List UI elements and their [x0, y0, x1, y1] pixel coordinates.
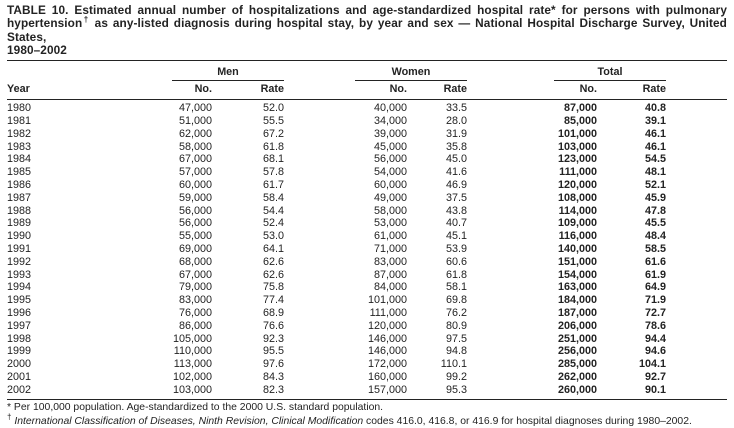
men-rate-cell: 92.3 [262, 332, 284, 345]
column-header-spacer [467, 81, 502, 99]
women-rate-cell: 41.6 [445, 166, 467, 179]
spacer-cell [666, 294, 727, 307]
spacer-cell [284, 345, 319, 358]
women-no-cell: 60,000 [373, 179, 407, 191]
total-rate-cell: 54.5 [644, 153, 666, 166]
total-no-cell: 101,000 [557, 127, 597, 140]
spacer-cell [284, 281, 319, 294]
women-rate-cell: 33.5 [445, 102, 467, 115]
men-no-cell: 58,000 [178, 140, 212, 153]
women-no-cell: 146,000 [367, 345, 407, 358]
dagger-superscript: † [82, 15, 90, 25]
total-no-cell: 187,000 [557, 306, 597, 319]
year-cell: 1987 [7, 191, 32, 204]
total-rate-cell: 104.1 [638, 358, 666, 371]
men-rate-cell: 62.6 [262, 255, 284, 268]
total-rate-cell: 39.1 [644, 115, 666, 128]
women-rate-cell: 94.8 [445, 345, 467, 358]
year-cell: 1988 [7, 204, 32, 217]
spacer-cell [666, 100, 727, 115]
spacer-cell [284, 294, 319, 307]
men-rate-cell: 64.1 [262, 242, 284, 255]
women-no-cell: 172,000 [367, 358, 407, 371]
table-row [7, 384, 727, 399]
year-cell: 1989 [7, 217, 32, 230]
group-header-row [7, 60, 727, 81]
women-no-cell: 54,000 [373, 166, 407, 179]
group-header-spacer [7, 60, 109, 81]
total-no-cell: 85,000 [563, 115, 597, 128]
men-no-cell: 56,000 [178, 204, 212, 217]
men-rate-cell: 97.6 [262, 358, 284, 371]
total-no-cell: 120,000 [557, 179, 597, 191]
women-no-cell: 111,000 [369, 306, 407, 319]
table-row [7, 166, 727, 179]
spacer-cell [467, 166, 502, 179]
total-rate-cell: 90.1 [597, 384, 666, 399]
table-row [7, 128, 727, 141]
total-rate-cell: 46.1 [644, 140, 666, 153]
total-rate-cell: 40.8 [644, 102, 666, 115]
women-no-cell: 160,000 [367, 370, 407, 383]
total-no-cell: 184,000 [557, 294, 597, 307]
men-rate-cell: 95.5 [262, 345, 284, 358]
year-cell: 1983 [7, 140, 32, 153]
table-row [7, 192, 727, 205]
women-no-cell: 120,000 [367, 319, 407, 332]
men-rate-cell: 61.8 [262, 140, 284, 153]
total-no-cell: 116,000 [558, 230, 597, 243]
women-rate-cell: 97.5 [445, 332, 467, 345]
spacer-cell [284, 100, 319, 115]
spacer-cell [467, 115, 502, 128]
spacer-cell [666, 345, 727, 358]
women-rate-cell: 69.8 [445, 294, 467, 307]
total-no-cell: 103,000 [557, 140, 597, 153]
men-no-cell: 113,000 [173, 358, 212, 371]
table-row [7, 294, 727, 307]
men-no-cell: 68,000 [178, 255, 212, 268]
spacer-cell [467, 358, 502, 371]
total-rate-cell: 64.9 [644, 281, 666, 294]
table-row [7, 358, 727, 371]
spacer-cell [467, 294, 502, 307]
men-rate-cell: 68.9 [262, 306, 284, 319]
column-header-men-rate: Rate [212, 81, 284, 99]
year-cell: 1994 [7, 281, 32, 294]
spacer-cell [284, 307, 319, 320]
spacer-cell [284, 320, 319, 333]
year-cell: 1990 [7, 230, 32, 243]
women-no-cell: 40,000 [373, 102, 407, 115]
column-header-spacer [284, 81, 319, 99]
women-rate-cell: 45.1 [445, 230, 467, 243]
men-no-cell: 105,000 [172, 332, 212, 345]
spacer-cell [666, 320, 727, 333]
year-cell: 2001 [7, 370, 32, 383]
total-rate-cell: 46.1 [644, 127, 666, 140]
year-cell: 1985 [7, 166, 32, 179]
year-cell: 1986 [7, 179, 32, 191]
women-no-cell: 87,000 [373, 268, 407, 281]
spacer-cell [284, 205, 319, 218]
total-no-cell: 256,000 [557, 345, 597, 358]
total-rate-cell: 58.5 [644, 242, 666, 255]
spacer-cell [467, 243, 502, 256]
women-no-cell: 157,000 [319, 384, 407, 399]
group-header-men: Men [172, 66, 284, 82]
column-header-total-rate: Rate [597, 81, 666, 99]
men-rate-cell: 54.4 [262, 204, 284, 217]
spacer-cell [666, 115, 727, 128]
spacer-cell [284, 384, 319, 399]
spacer-cell [284, 217, 319, 230]
spacer-cell [666, 307, 727, 320]
column-header-year: Year [7, 81, 109, 99]
women-rate-cell: 60.6 [445, 255, 467, 268]
table-title [7, 4, 727, 58]
men-no-cell: 47,000 [178, 102, 212, 115]
table-row [7, 179, 727, 192]
total-no-cell: 206,000 [557, 319, 597, 332]
year-cell: 1984 [7, 153, 32, 166]
column-header-women-no: No. [319, 81, 407, 99]
spacer-cell [284, 141, 319, 154]
women-rate-cell: 28.0 [445, 115, 467, 128]
year-cell: 1980 [7, 102, 32, 115]
spacer-cell [467, 128, 502, 141]
year-cell: 2000 [7, 358, 32, 371]
footnote-rate: * Per 100,000 population. Age-standardized to the 2000 U.S. standard population. [7, 401, 384, 413]
table-row [7, 256, 727, 269]
men-rate-cell: 75.8 [262, 281, 284, 294]
women-no-cell: 45,000 [373, 140, 407, 153]
table-row [7, 141, 727, 154]
women-no-cell: 58,000 [373, 204, 407, 217]
men-no-cell: 56,000 [178, 217, 212, 230]
footnote-icd [7, 412, 727, 428]
spacer-cell [467, 320, 502, 333]
total-rate-cell: 47.8 [644, 204, 666, 217]
men-no-cell: 69,000 [178, 242, 212, 255]
women-no-cell: 83,000 [373, 255, 407, 268]
women-no-cell: 71,000 [373, 242, 407, 255]
men-no-cell: 62,000 [178, 127, 212, 140]
total-rate-cell: 61.6 [644, 255, 666, 268]
men-no-cell: 57,000 [178, 166, 212, 179]
group-header-spacer [666, 60, 727, 81]
men-rate-cell: 76.6 [262, 319, 284, 332]
table-row [7, 281, 727, 294]
total-no-cell: 109,000 [557, 217, 597, 230]
footnote-icd-rest: codes 416.0, 416.8, or 416.9 for hospital diagnoses during 1980–2002. [363, 415, 692, 427]
year-cell: 1993 [7, 268, 32, 281]
spacer-cell [666, 281, 727, 294]
spacer-cell [467, 153, 502, 166]
women-rate-cell: 45.0 [445, 153, 467, 166]
spacer-cell [666, 205, 727, 218]
spacer-cell [467, 307, 502, 320]
spacer-cell [284, 333, 319, 346]
women-rate-cell: 53.9 [445, 242, 467, 255]
table-row [7, 345, 727, 358]
year-cell: 1992 [7, 255, 32, 268]
spacer-cell [284, 153, 319, 166]
spacer-cell [666, 179, 727, 192]
women-rate-cell: 76.2 [445, 306, 467, 319]
spacer-cell [284, 243, 319, 256]
total-no-cell: 111,000 [559, 166, 597, 179]
table-body [7, 100, 727, 399]
spacer-cell [666, 358, 727, 371]
men-no-cell: 83,000 [178, 294, 212, 307]
total-no-cell: 251,000 [557, 332, 597, 345]
spacer-cell [666, 384, 727, 399]
men-rate-cell: 55.5 [262, 115, 284, 128]
hospitalizations-table [7, 60, 727, 400]
total-no-cell: 87,000 [563, 102, 597, 115]
spacer-cell [467, 179, 502, 192]
women-no-cell: 61,000 [373, 230, 407, 243]
spacer-cell [467, 384, 502, 399]
table-row [7, 100, 727, 115]
spacer-cell [666, 269, 727, 282]
men-no-cell: 60,000 [178, 179, 212, 191]
table-row [7, 371, 727, 384]
spacer-cell [284, 192, 319, 205]
group-header-total-cell [502, 60, 666, 81]
total-no-cell: 123,000 [557, 153, 597, 166]
men-rate-cell: 82.3 [212, 384, 284, 399]
men-rate-cell: 61.7 [262, 179, 284, 191]
men-rate-cell: 77.4 [262, 294, 284, 307]
total-no-cell: 285,000 [557, 358, 597, 371]
women-rate-cell: 58.1 [445, 281, 467, 294]
table-row [7, 269, 727, 282]
group-header-spacer [284, 60, 319, 81]
group-header-women-cell [319, 60, 467, 81]
women-no-cell: 146,000 [367, 332, 407, 345]
spacer-cell [284, 115, 319, 128]
total-no-cell: 163,000 [557, 281, 597, 294]
women-no-cell: 49,000 [373, 191, 407, 204]
spacer-cell [467, 141, 502, 154]
women-rate-cell: 95.3 [407, 384, 467, 399]
women-rate-cell: 99.2 [445, 370, 467, 383]
group-header-men-cell [109, 60, 284, 81]
total-no-cell: 114,000 [558, 204, 597, 217]
total-rate-cell: 61.9 [644, 268, 666, 281]
total-rate-cell: 45.5 [644, 217, 666, 230]
table-row [7, 307, 727, 320]
total-rate-cell: 92.7 [644, 370, 666, 383]
total-rate-cell: 48.1 [644, 166, 666, 179]
spacer-cell [666, 333, 727, 346]
year-cell: 1998 [7, 332, 32, 345]
spacer-cell [467, 205, 502, 218]
spacer-cell [284, 371, 319, 384]
men-rate-cell: 57.8 [262, 166, 284, 179]
spacer-cell [666, 256, 727, 269]
spacer-cell [666, 141, 727, 154]
spacer-cell [666, 192, 727, 205]
group-header-women: Women [355, 66, 467, 82]
total-rate-cell: 45.9 [644, 191, 666, 204]
spacer-cell [666, 166, 727, 179]
men-rate-cell: 52.4 [262, 217, 284, 230]
total-rate-cell: 48.4 [644, 230, 666, 243]
women-rate-cell: 31.9 [445, 127, 467, 140]
year-cell: 1999 [7, 345, 32, 358]
women-no-cell: 53,000 [373, 217, 407, 230]
total-rate-cell: 71.9 [644, 294, 666, 307]
men-rate-cell: 84.3 [262, 370, 284, 383]
dagger-superscript: † [7, 412, 12, 422]
spacer-cell [666, 128, 727, 141]
women-rate-cell: 35.8 [445, 140, 467, 153]
table-row [7, 320, 727, 333]
total-rate-cell: 94.4 [644, 332, 666, 345]
total-no-cell: 154,000 [557, 268, 597, 281]
total-no-cell: 151,000 [557, 255, 597, 268]
spacer-cell [467, 256, 502, 269]
title-line-2: hypertension† as any-listed diagnosis during hospital stay, by year and sex — National Hospital Discharge Survey, United States, [7, 15, 727, 44]
spacer-cell [284, 128, 319, 141]
year-cell: 1995 [7, 294, 32, 307]
spacer-cell [467, 269, 502, 282]
footnote-icd-italic: International Classification of Diseases, Ninth Revision, Clinical Modification [14, 415, 364, 427]
spacer-cell [467, 192, 502, 205]
men-no-cell: 55,000 [178, 230, 212, 243]
men-rate-cell: 67.2 [262, 127, 284, 140]
spacer-cell [467, 281, 502, 294]
column-header-spacer [666, 81, 727, 99]
column-header-total-no: No. [502, 81, 597, 99]
spacer-cell [666, 153, 727, 166]
spacer-cell [467, 333, 502, 346]
spacer-cell [467, 371, 502, 384]
group-header-total: Total [554, 66, 666, 82]
table-row [7, 153, 727, 166]
spacer-cell [284, 230, 319, 243]
total-no-cell: 260,000 [502, 384, 597, 399]
total-rate-cell: 78.6 [644, 319, 666, 332]
year-cell: 1991 [7, 242, 32, 255]
total-rate-cell: 72.7 [644, 306, 666, 319]
men-no-cell: 51,000 [178, 115, 212, 128]
spacer-cell [666, 243, 727, 256]
column-header-row [7, 81, 727, 99]
men-no-cell: 102,000 [172, 370, 212, 383]
table-row [7, 243, 727, 256]
men-no-cell: 67,000 [178, 153, 212, 166]
women-no-cell: 56,000 [373, 153, 407, 166]
women-no-cell: 101,000 [367, 294, 407, 307]
spacer-cell [666, 230, 727, 243]
total-no-cell: 108,000 [557, 191, 597, 204]
men-rate-cell: 62.6 [262, 268, 284, 281]
women-rate-cell: 37.5 [445, 191, 467, 204]
men-rate-cell: 52.0 [262, 102, 284, 115]
women-rate-cell: 80.9 [445, 319, 467, 332]
women-no-cell: 84,000 [373, 281, 407, 294]
year-cell: 1996 [7, 306, 32, 319]
spacer-cell [666, 371, 727, 384]
spacer-cell [467, 230, 502, 243]
women-rate-cell: 40.7 [445, 217, 467, 230]
group-header-spacer [467, 60, 502, 81]
spacer-cell [666, 217, 727, 230]
table-row [7, 205, 727, 218]
title-line-1: TABLE 10. Estimated annual number of hospitalizations and age-standardized hospital rate* for persons with pulmonary [7, 3, 727, 17]
total-no-cell: 140,000 [557, 242, 597, 255]
title-line-3: 1980–2002 [7, 43, 67, 58]
men-no-cell: 86,000 [178, 319, 212, 332]
table-row [7, 115, 727, 128]
spacer-cell [467, 345, 502, 358]
men-no-cell: 59,000 [178, 191, 212, 204]
spacer-cell [284, 179, 319, 192]
year-cell: 1997 [7, 319, 32, 332]
women-rate-cell: 110.1 [440, 358, 467, 371]
total-rate-cell: 94.6 [644, 345, 666, 358]
men-no-cell: 67,000 [178, 268, 212, 281]
women-no-cell: 39,000 [373, 127, 407, 140]
total-no-cell: 262,000 [557, 370, 597, 383]
women-rate-cell: 61.8 [445, 268, 467, 281]
spacer-cell [467, 100, 502, 115]
table-row [7, 230, 727, 243]
column-header-men-no: No. [109, 81, 212, 99]
men-no-cell: 110,000 [173, 345, 212, 358]
year-cell: 2002 [7, 384, 109, 399]
women-rate-cell: 46.9 [445, 179, 467, 191]
men-no-cell: 103,000 [109, 384, 212, 399]
table-row [7, 333, 727, 346]
men-no-cell: 79,000 [178, 281, 212, 294]
year-cell: 1981 [7, 115, 32, 128]
spacer-cell [284, 166, 319, 179]
men-rate-cell: 53.0 [262, 230, 284, 243]
men-rate-cell: 58.4 [262, 191, 284, 204]
women-rate-cell: 43.8 [445, 204, 467, 217]
spacer-cell [284, 269, 319, 282]
spacer-cell [284, 358, 319, 371]
spacer-cell [467, 217, 502, 230]
spacer-cell [284, 256, 319, 269]
table-row [7, 217, 727, 230]
men-rate-cell: 68.1 [262, 153, 284, 166]
men-no-cell: 76,000 [178, 306, 212, 319]
women-no-cell: 34,000 [373, 115, 407, 128]
total-rate-cell: 52.1 [644, 179, 666, 191]
year-cell: 1982 [7, 127, 32, 140]
column-header-women-rate: Rate [407, 81, 467, 99]
